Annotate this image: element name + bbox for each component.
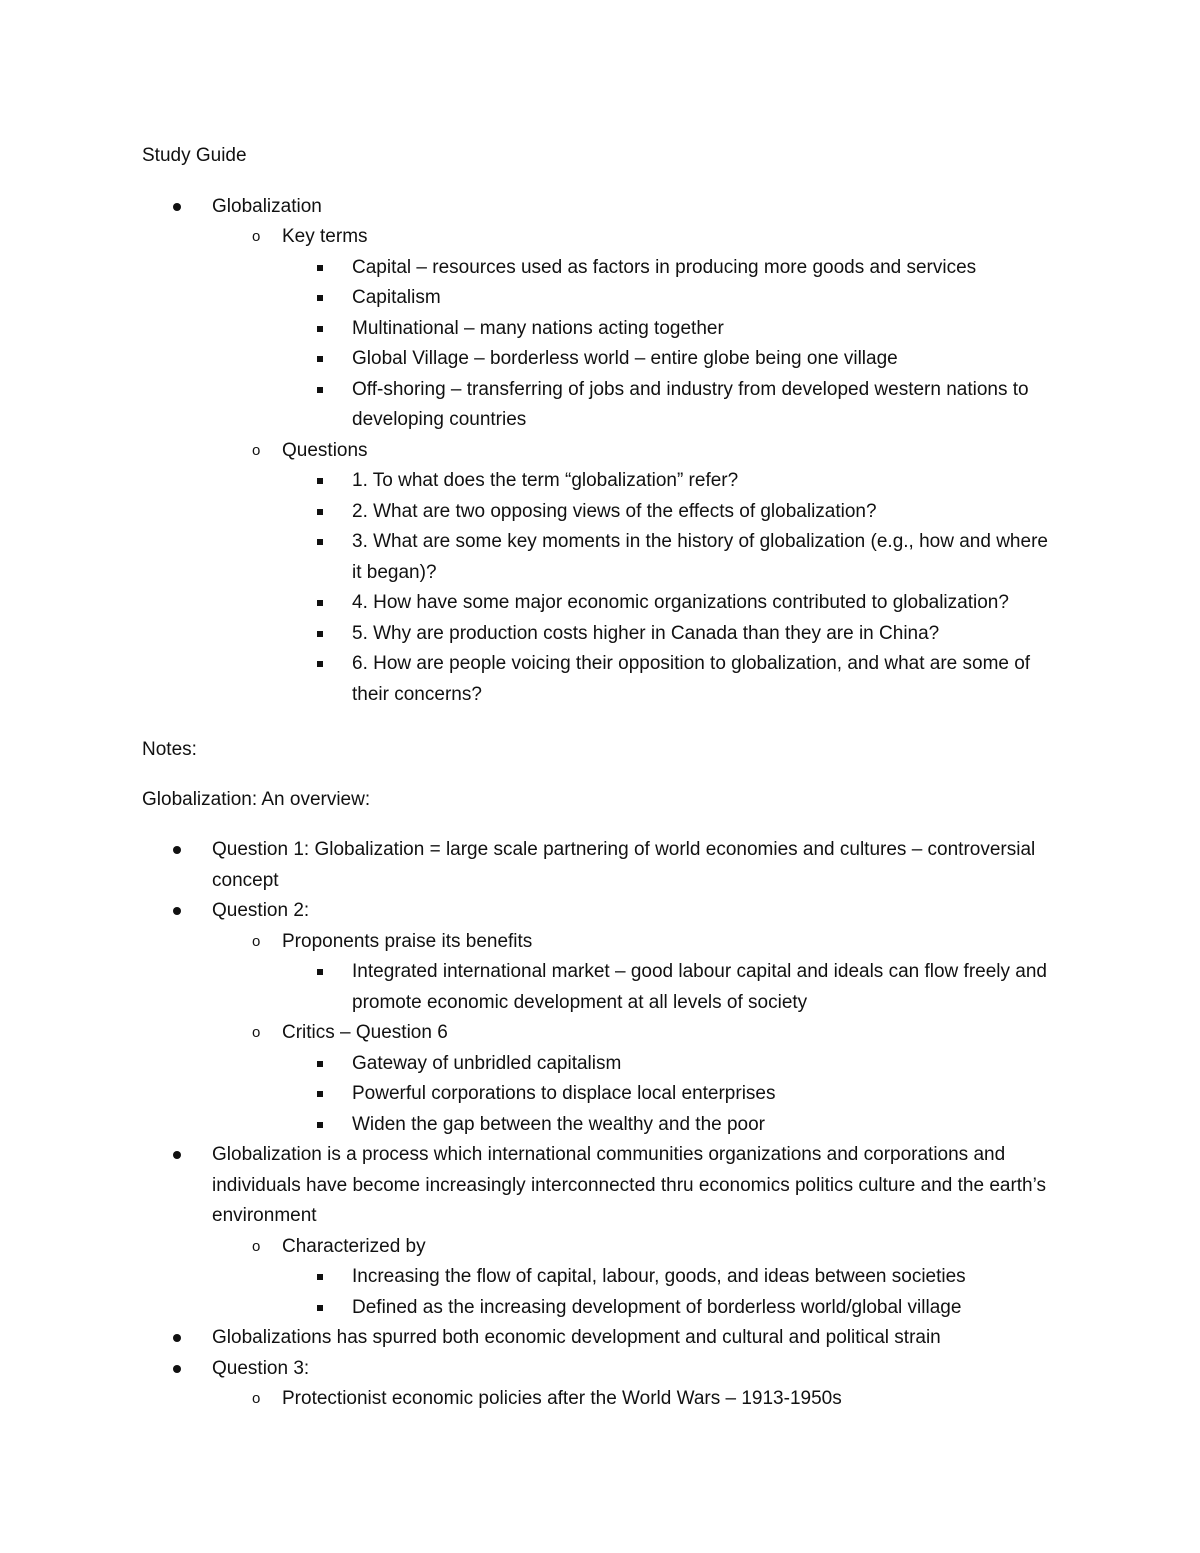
list-item bbox=[212, 1232, 1062, 1324]
square-bullet-icon bbox=[317, 387, 323, 393]
list-item bbox=[282, 314, 1062, 345]
study-guide-list bbox=[142, 192, 1062, 711]
note-text: Gateway of unbridled capitalism bbox=[352, 1052, 622, 1074]
sub-sub-list bbox=[282, 1049, 1062, 1141]
note-text: Increasing the flow of capital, labour, goods, and ideas between societies bbox=[352, 1266, 966, 1287]
square-bullet-icon bbox=[317, 539, 323, 545]
list-item bbox=[142, 1140, 1062, 1323]
key-terms-heading: Key terms bbox=[282, 226, 368, 247]
list-item bbox=[282, 649, 1062, 710]
list-item bbox=[142, 1354, 1062, 1415]
bullet-icon bbox=[173, 1334, 181, 1342]
note-text: Question 2: bbox=[212, 900, 310, 921]
note-text: Globalization is a process which international communities organizations and corporations and individuals have become increasingly interconnected thru economics politics culture and the earth’s environment bbox=[212, 1144, 1047, 1226]
circle-bullet-icon: o bbox=[252, 932, 261, 950]
circle-bullet-icon: o bbox=[252, 1237, 261, 1255]
list-item bbox=[282, 1293, 1062, 1324]
sub-list bbox=[142, 927, 1062, 1141]
key-terms-list bbox=[282, 253, 1062, 436]
list-item bbox=[282, 1262, 1062, 1293]
list-item bbox=[282, 527, 1062, 588]
note-text: Integrated international market – good labour capital and ideals can flow freely and promote economic development at all levels of society bbox=[352, 961, 1047, 1013]
notes-subheading: Globalization: An overview: bbox=[142, 788, 371, 810]
topic-label: Globalization bbox=[212, 195, 322, 217]
document-body bbox=[142, 141, 1062, 1415]
sub-list bbox=[142, 1384, 1062, 1415]
key-term: Global Village – borderless world – entire globe being one village bbox=[352, 348, 898, 369]
note-text: Characterized by bbox=[282, 1235, 426, 1257]
key-term: Capital – resources used as factors in producing more goods and services bbox=[352, 256, 977, 278]
square-bullet-icon bbox=[317, 600, 323, 606]
list-item bbox=[282, 283, 1062, 314]
notes-list bbox=[142, 835, 1062, 1415]
note-text: Protectionist economic policies after the World Wars – 1913-1950s bbox=[282, 1388, 842, 1409]
circle-bullet-icon: o bbox=[252, 441, 261, 459]
square-bullet-icon bbox=[317, 356, 323, 362]
square-bullet-icon bbox=[317, 631, 323, 637]
question: 6. How are people voicing their opposition to globalization, and what are some of their concerns? bbox=[352, 653, 1031, 705]
square-bullet-icon bbox=[317, 265, 323, 271]
square-bullet-icon bbox=[317, 1122, 323, 1128]
note-text: Widen the gap between the wealthy and the poor bbox=[352, 1113, 766, 1135]
list-item bbox=[282, 1049, 1062, 1080]
list-item bbox=[282, 466, 1062, 497]
square-bullet-icon bbox=[317, 1305, 323, 1311]
list-item bbox=[282, 619, 1062, 650]
list-item bbox=[212, 1018, 1062, 1140]
square-bullet-icon bbox=[317, 478, 323, 484]
list-item bbox=[282, 375, 1062, 436]
bullet-icon bbox=[173, 203, 181, 211]
note-text: Question 1: Globalization = large scale partnering of world economies and cultures – controversial concept bbox=[212, 839, 1036, 891]
key-term: Off-shoring – transferring of jobs and industry from developed western nations to developing countries bbox=[352, 378, 1029, 430]
note-text: Critics – Question 6 bbox=[282, 1022, 448, 1043]
key-term: Multinational – many nations acting together bbox=[352, 317, 724, 339]
circle-bullet-icon: o bbox=[252, 228, 261, 245]
note-text: Globalizations has spurred both economic development and cultural and political strain bbox=[212, 1327, 941, 1348]
square-bullet-icon bbox=[317, 326, 323, 332]
square-bullet-icon bbox=[317, 1091, 323, 1097]
notes-heading: Notes: bbox=[142, 739, 197, 760]
question: 1. To what does the term “globalization” refer? bbox=[352, 470, 739, 491]
square-bullet-icon bbox=[317, 509, 323, 515]
sub-sub-list bbox=[282, 1262, 1062, 1323]
square-bullet-icon bbox=[317, 1061, 323, 1067]
question: 2. What are two opposing views of the effects of globalization? bbox=[352, 500, 877, 522]
bullet-icon bbox=[173, 846, 181, 854]
circle-bullet-icon: o bbox=[252, 1390, 261, 1407]
square-bullet-icon bbox=[317, 661, 323, 667]
list-item bbox=[282, 497, 1062, 528]
list-item bbox=[282, 1079, 1062, 1110]
circle-bullet-icon: o bbox=[252, 1024, 261, 1041]
question: 3. What are some key moments in the history of globalization (e.g., how and where it began)? bbox=[352, 531, 1048, 583]
sub-list bbox=[142, 222, 1062, 710]
list-item bbox=[212, 927, 1062, 1019]
list-item bbox=[282, 957, 1062, 1018]
questions-list bbox=[282, 466, 1062, 710]
list-item bbox=[282, 253, 1062, 284]
note-text: Defined as the increasing development of borderless world/global village bbox=[352, 1296, 962, 1318]
list-item bbox=[212, 1384, 1062, 1415]
note-text: Question 3: bbox=[212, 1357, 310, 1379]
list-item bbox=[142, 192, 1062, 711]
list-item bbox=[142, 896, 1062, 1140]
sub-list bbox=[142, 1232, 1062, 1324]
note-text: Powerful corporations to displace local enterprises bbox=[352, 1083, 776, 1104]
square-bullet-icon bbox=[317, 295, 323, 301]
page-title: Study Guide bbox=[142, 145, 247, 166]
bullet-icon bbox=[173, 1365, 181, 1373]
square-bullet-icon bbox=[317, 969, 323, 975]
list-item bbox=[142, 1323, 1062, 1354]
key-term: Capitalism bbox=[352, 287, 441, 308]
note-text: Proponents praise its benefits bbox=[282, 930, 533, 952]
list-item bbox=[142, 835, 1062, 896]
list-item bbox=[282, 344, 1062, 375]
bullet-icon bbox=[173, 1151, 181, 1159]
sub-sub-list bbox=[282, 957, 1062, 1018]
list-item bbox=[282, 1110, 1062, 1141]
list-item bbox=[212, 436, 1062, 711]
questions-heading: Questions bbox=[282, 439, 368, 461]
bullet-icon bbox=[173, 907, 181, 915]
question: 5. Why are production costs higher in Canada than they are in China? bbox=[352, 622, 940, 644]
list-item bbox=[212, 222, 1062, 436]
question: 4. How have some major economic organizations contributed to globalization? bbox=[352, 592, 1009, 613]
square-bullet-icon bbox=[317, 1274, 323, 1280]
list-item bbox=[282, 588, 1062, 619]
